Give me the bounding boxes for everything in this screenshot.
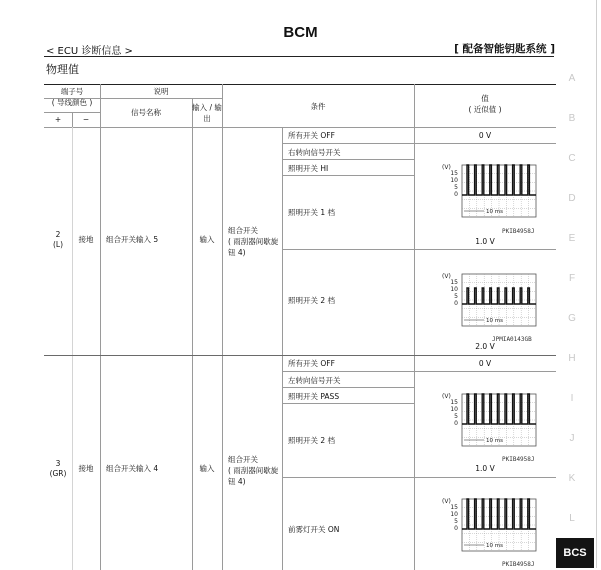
header-io: 输入 / 输出 bbox=[192, 103, 222, 123]
row-divider bbox=[44, 355, 556, 356]
sub-condition: 左转向信号开关 bbox=[288, 376, 341, 385]
row-rule bbox=[282, 143, 556, 144]
scope-time-label: 10 ms bbox=[486, 543, 503, 549]
sub-condition: 照明开关 2 档 bbox=[288, 436, 336, 445]
terminal-color: (GR) bbox=[49, 469, 67, 478]
condition-main: 组合开关 ( 雨刮器间歇旋钮 4) bbox=[228, 455, 279, 486]
side-letter[interactable]: I bbox=[570, 393, 574, 404]
side-letter[interactable]: L bbox=[569, 513, 575, 524]
header-bottom-rule bbox=[44, 127, 556, 128]
signal-name: 组合开关输入 5 bbox=[106, 235, 159, 244]
col-divider bbox=[282, 127, 283, 570]
scope-waveform bbox=[462, 394, 536, 424]
oscilloscope-waveform bbox=[440, 493, 540, 555]
section-subtitle: 物理值 bbox=[46, 63, 79, 76]
sub-condition: 照明开关 1 档 bbox=[288, 208, 336, 217]
scope-unit-label: (V) bbox=[442, 273, 451, 280]
header-plus: + bbox=[54, 115, 62, 124]
terminal-minus: 接地 bbox=[78, 235, 94, 244]
scope-tick-label: 15 bbox=[450, 399, 458, 406]
row-rule bbox=[282, 371, 556, 372]
header-rule bbox=[44, 56, 554, 57]
sub-value: 1.0 V bbox=[475, 237, 495, 246]
col-divider bbox=[414, 84, 415, 570]
terminal-minus: 接地 bbox=[78, 464, 94, 473]
scope-tick-label: 10 bbox=[450, 286, 458, 293]
row-rule bbox=[282, 249, 556, 250]
scope-tick-label: 5 bbox=[454, 413, 458, 420]
oscilloscope-waveform bbox=[440, 159, 540, 221]
scope-unit-label: (V) bbox=[442, 164, 451, 171]
side-letter[interactable]: K bbox=[568, 473, 576, 484]
condition-main: 组合开关 ( 雨刮器间歇旋钮 4) bbox=[228, 226, 279, 257]
row-rule bbox=[282, 387, 414, 388]
scope-time-label: 10 ms bbox=[486, 438, 503, 444]
sub-condition: 所有开关 OFF bbox=[288, 359, 335, 368]
side-letter[interactable]: H bbox=[568, 353, 576, 364]
scope-time-label: 10 ms bbox=[486, 209, 503, 215]
scope-tick-label: 0 bbox=[454, 300, 458, 307]
oscilloscope-waveform bbox=[440, 388, 540, 450]
scope-tick-label: 10 bbox=[450, 511, 458, 518]
scope-waveform bbox=[462, 288, 536, 304]
header-value-approx: ( 近似值 ) bbox=[468, 105, 502, 114]
sub-value: 0 V bbox=[478, 131, 492, 140]
figure-id: PKIB4958J bbox=[502, 561, 535, 568]
signal-name: 组合开关输入 4 bbox=[106, 464, 159, 473]
scope-tick-label: 0 bbox=[454, 525, 458, 532]
side-letter[interactable]: B bbox=[568, 113, 576, 124]
scope-unit-label: (V) bbox=[442, 498, 451, 505]
header-minus: − bbox=[82, 115, 90, 124]
sub-condition: 照明开关 HI bbox=[288, 164, 329, 173]
header-terminal-no: 端子号 bbox=[60, 87, 84, 96]
figure-id: PKIB4958J bbox=[502, 456, 535, 463]
figure-id: PKIB4958J bbox=[502, 228, 535, 235]
col-divider bbox=[192, 98, 193, 570]
sub-value: 2.0 V bbox=[475, 342, 495, 351]
scope-tick-label: 15 bbox=[450, 504, 458, 511]
side-letter[interactable]: C bbox=[568, 153, 576, 164]
row-rule bbox=[282, 477, 556, 478]
scope-tick-label: 15 bbox=[450, 170, 458, 177]
col-divider bbox=[222, 84, 223, 570]
scope-tick-label: 10 bbox=[450, 406, 458, 413]
sub-condition: 右转向信号开关 bbox=[288, 148, 341, 157]
scope-waveform bbox=[462, 499, 536, 529]
side-letter[interactable]: J bbox=[569, 433, 575, 444]
scope-waveform bbox=[462, 165, 536, 195]
terminal-plus: 3 bbox=[55, 459, 61, 468]
sub-condition: 照明开关 2 档 bbox=[288, 296, 336, 305]
section-tab[interactable]: BCS bbox=[556, 538, 594, 568]
table-top-rule bbox=[44, 84, 556, 85]
figure-id: JPMIA0143GB bbox=[492, 336, 532, 343]
side-letter[interactable]: F bbox=[568, 273, 576, 284]
scope-tick-label: 0 bbox=[454, 191, 458, 198]
section-label: < ECU 诊断信息 > bbox=[46, 46, 133, 57]
scope-tick-label: 5 bbox=[454, 518, 458, 525]
scope-tick-label: 5 bbox=[454, 293, 458, 300]
io-value: 输入 bbox=[199, 464, 215, 473]
side-letter[interactable]: A bbox=[568, 73, 576, 84]
sub-condition: 前雾灯开关 ON bbox=[288, 525, 340, 534]
page-title: BCM bbox=[283, 24, 318, 41]
header-signal-name: 信号名称 bbox=[131, 108, 161, 117]
io-value: 输入 bbox=[199, 235, 215, 244]
row-rule bbox=[282, 175, 414, 176]
header-wire-color: ( 导线颜色 ) bbox=[51, 98, 93, 107]
sub-value: 0 V bbox=[478, 359, 492, 368]
header-condition: 条件 bbox=[310, 102, 326, 111]
side-letter[interactable]: D bbox=[568, 193, 576, 204]
row-rule bbox=[282, 403, 414, 404]
scope-unit-label: (V) bbox=[442, 393, 451, 400]
scope-tick-label: 15 bbox=[450, 279, 458, 286]
col-divider bbox=[100, 84, 101, 570]
oscilloscope-waveform bbox=[440, 268, 540, 330]
side-letter[interactable]: G bbox=[568, 313, 576, 324]
physical-values-table bbox=[44, 84, 556, 570]
sub-condition: 所有开关 OFF bbox=[288, 131, 335, 140]
terminal-plus: 2 bbox=[55, 230, 61, 239]
system-label: [ 配备智能钥匙系统 ] bbox=[454, 43, 555, 55]
scope-tick-label: 5 bbox=[454, 184, 458, 191]
sub-condition: 照明开关 PASS bbox=[288, 392, 340, 401]
sub-value: 1.0 V bbox=[475, 464, 495, 473]
col-divider bbox=[72, 127, 73, 570]
scope-time-label: 10 ms bbox=[486, 318, 503, 324]
header-description: 说明 bbox=[153, 87, 169, 96]
terminal-color: (L) bbox=[52, 240, 64, 249]
scope-tick-label: 10 bbox=[450, 177, 458, 184]
scope-tick-label: 0 bbox=[454, 420, 458, 427]
header-value: 值 bbox=[481, 94, 489, 103]
row-rule bbox=[282, 159, 414, 160]
side-letter[interactable]: E bbox=[568, 233, 576, 244]
